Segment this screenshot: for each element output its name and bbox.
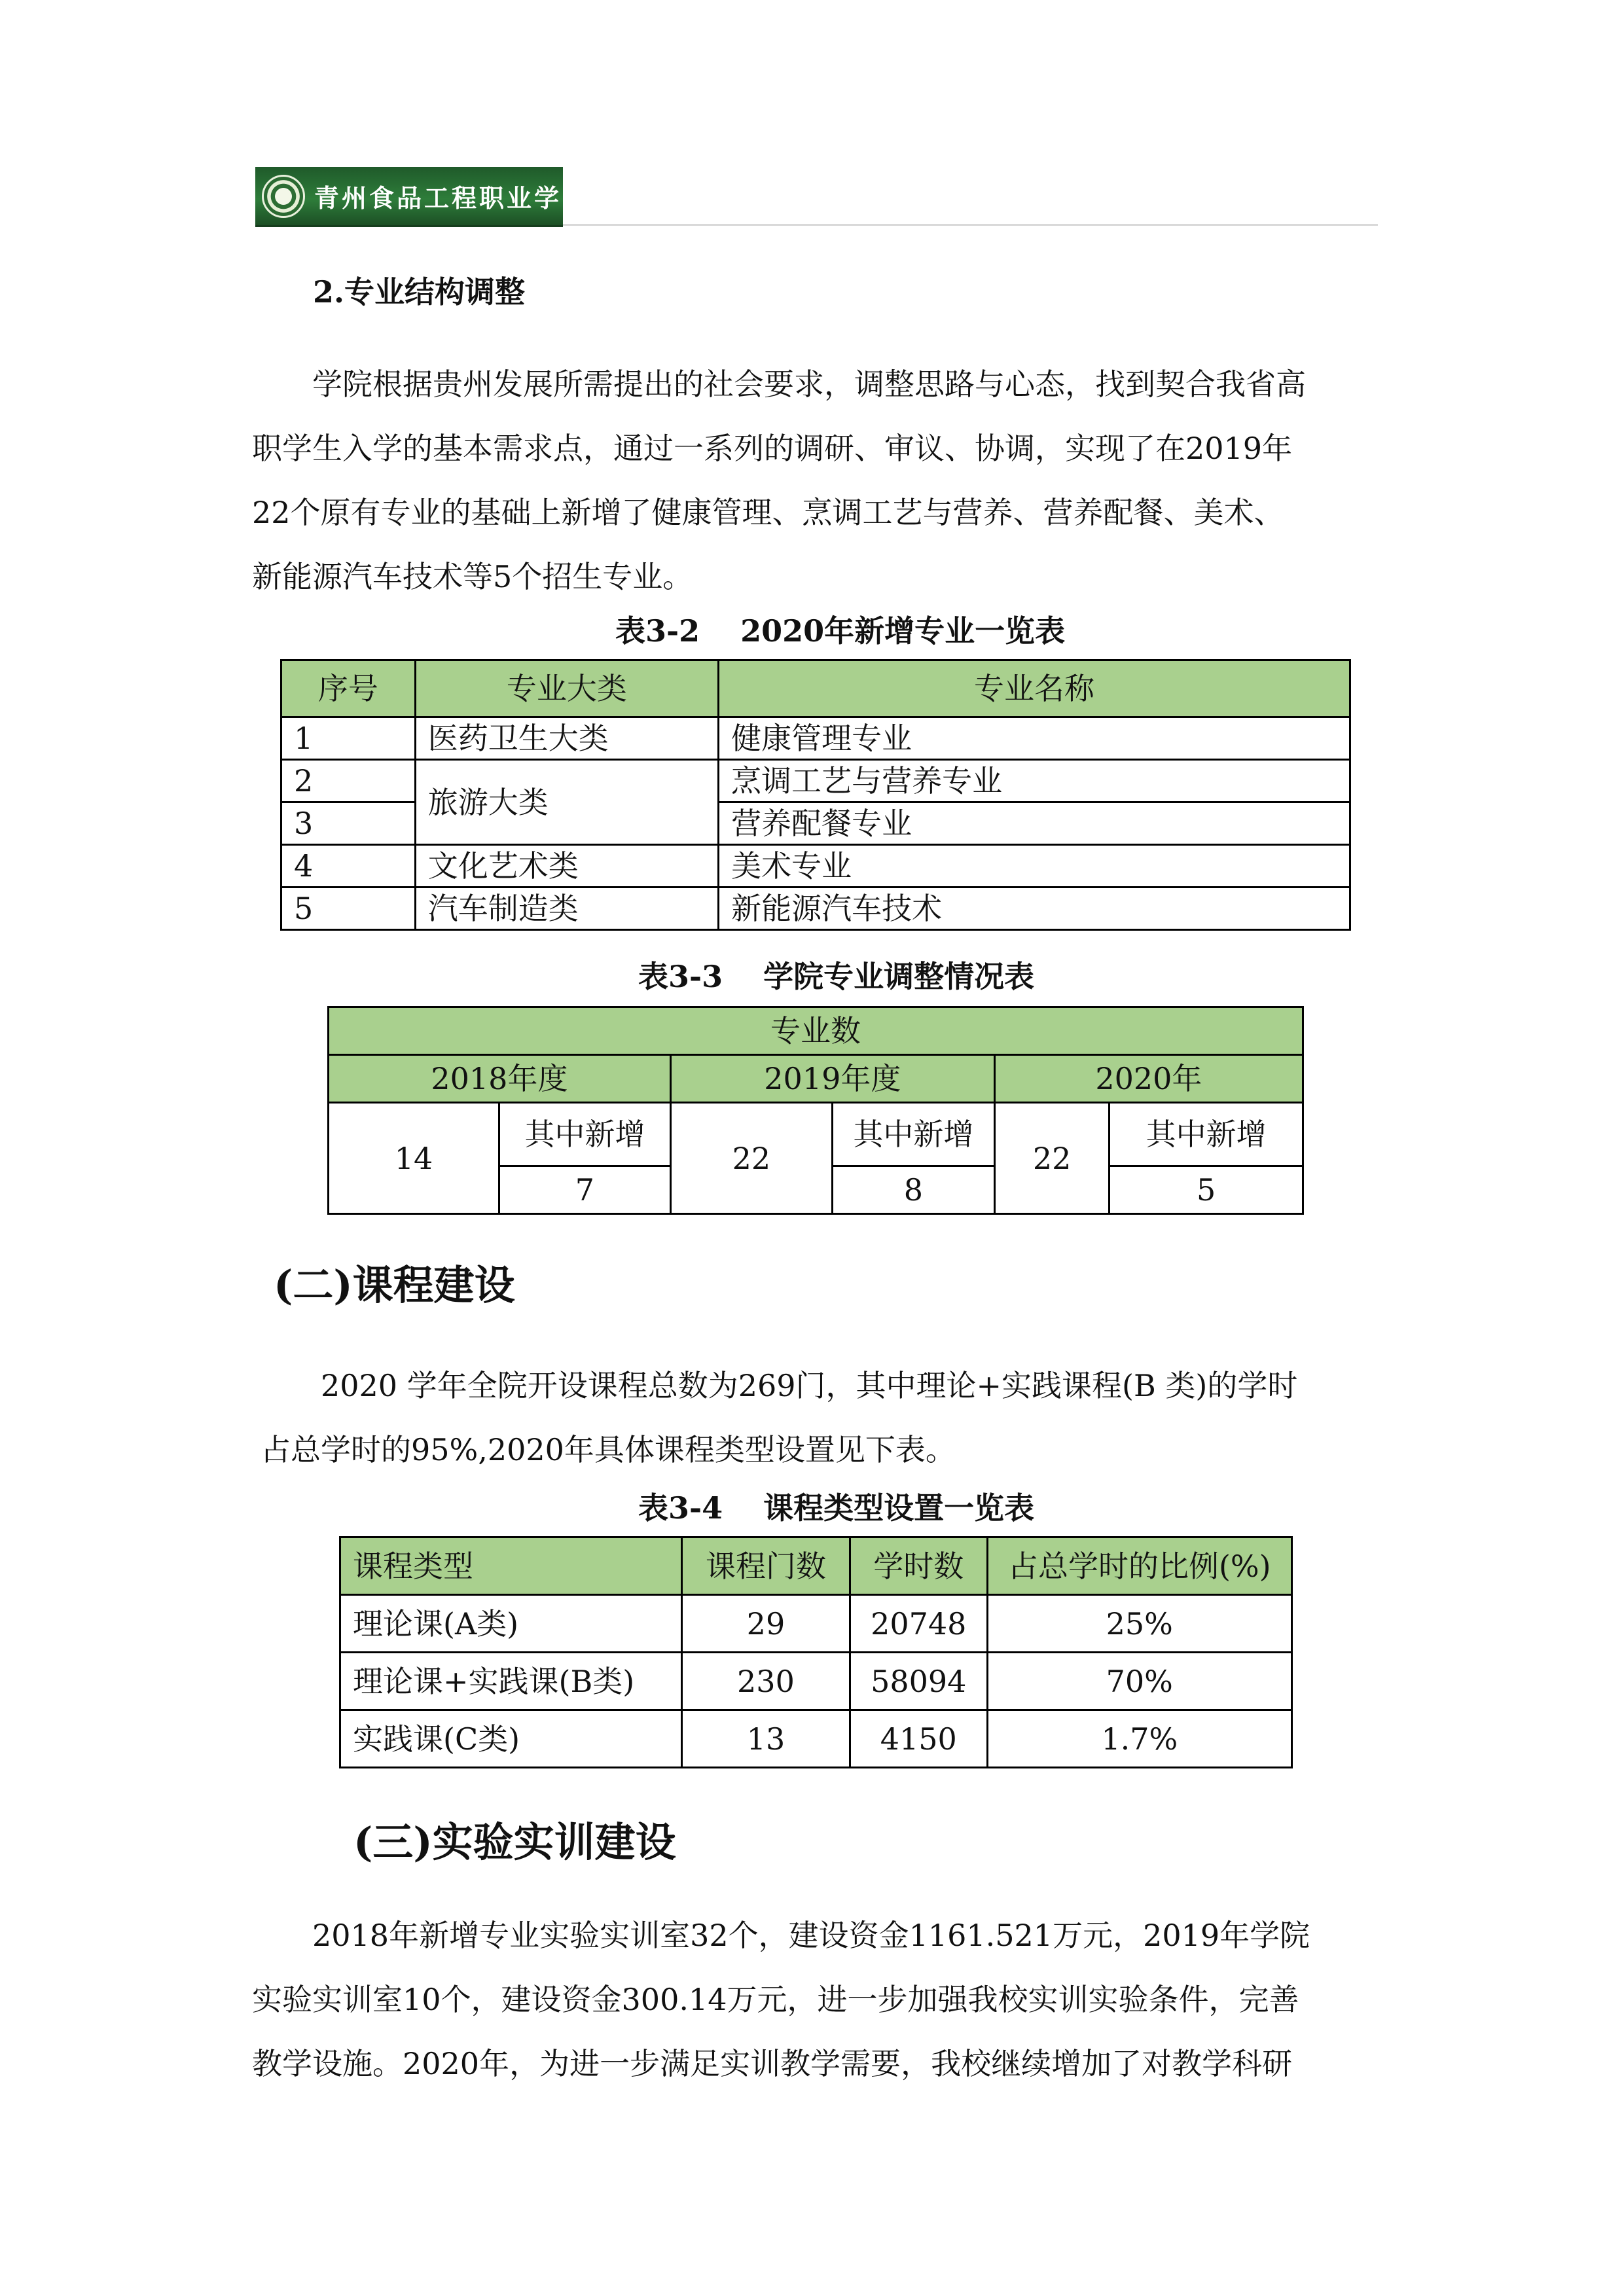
cell-new-label: 其中新增 [499, 1103, 671, 1166]
header-course-count: 课程门数 [681, 1537, 850, 1595]
paragraph-line: 职学生入学的基本需求点，通过一系列的调研、审议、协调，实现了在2019年 [252, 431, 1293, 466]
cell-no: 5 [281, 888, 416, 930]
header-divider [563, 224, 1378, 226]
table-row [340, 1653, 1292, 1710]
table-row [281, 717, 1350, 760]
course-types-table [339, 1536, 1293, 1768]
header-category: 专业大类 [415, 660, 718, 717]
table-row [340, 1710, 1292, 1768]
header-hours: 学时数 [850, 1537, 987, 1595]
caption-title: 2020年新增专业一览表 [740, 613, 1066, 649]
cell-new-label: 其中新增 [1110, 1103, 1303, 1166]
table-row [340, 1595, 1292, 1653]
caption-title: 学院专业调整情况表 [763, 959, 1035, 994]
cell-course-count: 13 [681, 1710, 850, 1768]
table-row [281, 888, 1350, 930]
cell-category: 旅游大类 [415, 760, 718, 845]
cell-new-2018: 7 [499, 1166, 671, 1214]
paragraph-line: 教学设施。2020年，为进一步满足实训教学需要，我校继续增加了对教学科研 [252, 2046, 1293, 2081]
cell-ratio: 25% [987, 1595, 1291, 1653]
cell-hours: 20748 [850, 1595, 987, 1653]
paragraph-line: 学院根据贵州发展所需提出的社会要求，调整思路与心态，找到契合我省高 [312, 367, 1306, 402]
cell-new-2019: 8 [832, 1166, 994, 1214]
cell-new-2020: 5 [1110, 1166, 1303, 1214]
header-no: 序号 [281, 660, 416, 717]
cell-major-name: 营养配餐专业 [719, 802, 1350, 845]
table-header-row [340, 1537, 1292, 1595]
header-major-count: 专业数 [329, 1007, 1303, 1055]
header-major-name: 专业名称 [719, 660, 1350, 717]
cell-total-2020: 22 [994, 1103, 1110, 1214]
paragraph-line: 新能源汽车技术等5个招生专业。 [252, 559, 693, 594]
cell-ratio: 1.7% [987, 1710, 1291, 1768]
cell-category: 汽车制造类 [415, 888, 718, 930]
section-heading-structure: 2.专业结构调整 [313, 274, 526, 310]
cell-total-2018: 14 [329, 1103, 499, 1214]
cell-course-count: 29 [681, 1595, 850, 1653]
header-year-2019: 2019年度 [670, 1055, 994, 1103]
section-heading-labs: (三)实验实训建设 [353, 1818, 676, 1866]
table-caption-3-3 [638, 953, 1034, 996]
cell-major-name: 美术专业 [719, 845, 1350, 888]
cell-no: 3 [281, 802, 416, 845]
paragraph-line: 实验实训室10个，建设资金300.14万元，进一步加强我校实训实验条件，完善 [252, 1982, 1299, 2017]
new-majors-table [280, 659, 1351, 931]
cell-major-name: 健康管理专业 [719, 717, 1350, 760]
cell-course-type: 实践课(C类) [340, 1710, 682, 1768]
header-course-type: 课程类型 [340, 1537, 682, 1595]
header-year-2020: 2020年 [994, 1055, 1303, 1103]
cell-ratio: 70% [987, 1653, 1291, 1710]
cell-major-name: 新能源汽车技术 [719, 888, 1350, 930]
header-ratio: 占总学时的比例(%) [987, 1537, 1291, 1595]
caption-number: 表3-3 [638, 959, 723, 994]
cell-hours: 4150 [850, 1710, 987, 1768]
table-header-row [281, 660, 1350, 717]
section-heading-courses: (二)课程建设 [274, 1261, 515, 1309]
major-adjustment-table [327, 1006, 1304, 1215]
caption-number: 表3-4 [638, 1490, 723, 1526]
cell-major-name: 烹调工艺与营养专业 [719, 760, 1350, 802]
paragraph-line: 占总学时的95%,2020年具体课程类型设置见下表。 [261, 1432, 956, 1467]
table-caption-3-2 [615, 607, 1065, 651]
cell-no: 2 [281, 760, 416, 802]
header-year-2018: 2018年度 [329, 1055, 671, 1103]
section-2-paragraph [252, 352, 1391, 609]
cell-course-type: 理论课+实践课(B类) [340, 1653, 682, 1710]
school-name: 青州食品工程职业学院 [314, 184, 590, 213]
cell-category: 文化艺术类 [415, 845, 718, 888]
cell-new-label: 其中新增 [832, 1103, 994, 1166]
school-logo-icon [262, 175, 305, 218]
cell-category: 医药卫生大类 [415, 717, 718, 760]
table-row [281, 760, 1350, 802]
table-row [281, 845, 1350, 888]
paragraph-line: 22个原有专业的基础上新增了健康管理、烹调工艺与营养、营养配餐、美术、 [252, 495, 1284, 530]
header-banner [255, 167, 590, 227]
cell-course-type: 理论课(A类) [340, 1595, 682, 1653]
caption-number: 表3-2 [615, 613, 700, 649]
cell-no: 4 [281, 845, 416, 888]
table-caption-3-4 [638, 1484, 1034, 1528]
section-courses-paragraph [261, 1354, 1399, 1482]
cell-total-2019: 22 [670, 1103, 832, 1214]
paragraph-line: 2020 学年全院开设课程总数为269门，其中理论+实践课程(B 类)的学时 [321, 1368, 1298, 1403]
cell-no: 1 [281, 717, 416, 760]
cell-hours: 58094 [850, 1653, 987, 1710]
section-labs-paragraph [252, 1903, 1391, 2096]
paragraph-line: 2018年新增专业实验实训室32个，建设资金1161.521万元，2019年学院 [312, 1918, 1310, 1953]
cell-course-count: 230 [681, 1653, 850, 1710]
caption-title: 课程类型设置一览表 [763, 1490, 1035, 1526]
